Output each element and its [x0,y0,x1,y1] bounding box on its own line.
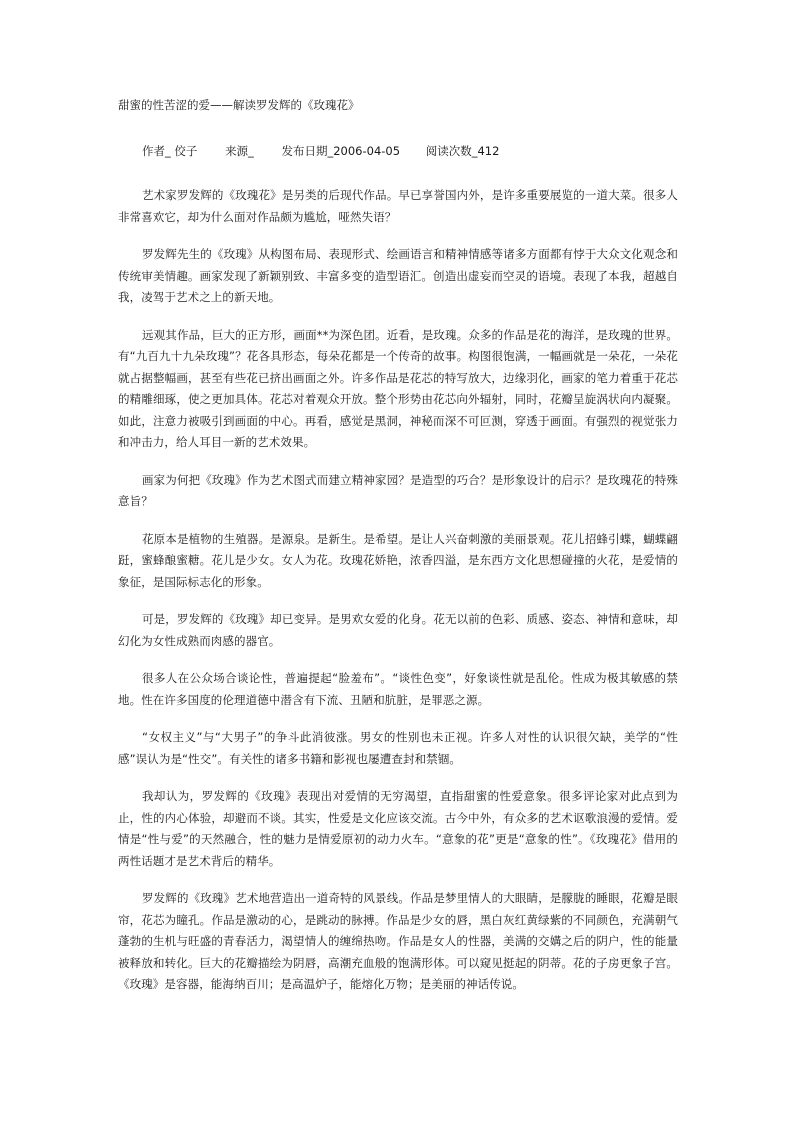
meta-date: 发布日期_2006-04-05 [281,144,401,158]
meta-author: 作者_ 佼子 [142,144,198,158]
paragraph: 艺术家罗发辉的《玫瑰花》是另类的后现代作品。早已享誉国内外，是许多重要展览的一道大菜。很多人非常喜欢它，却为什么面对作品颇为尴尬，哑然失语？ [118,188,678,224]
paragraph: 罗发辉的《玫瑰》艺术地营造出一道奇特的风景线。作品是梦里情人的大眼睛，是朦胧的睡眼，花瓣是眼帘，花芯为瞳孔。作品是激动的心，是跳动的脉搏。作品是少女的唇，黑白灰红黄绿紫的不同颜色，充满朝气蓬勃的生机与旺盛的青春活力，渴望情人的缠绵热吻。作品是女人的性器，美满的交媾之后的阴户，性的能量被释放和转化。巨大的花瓣描绘为阴唇，高潮充血般的饱满形体。可以窥见挺起的阴蒂。花的子房更象子宫。《玫瑰》是容器，能海纳百川；是高温炉子，能熔化万物；是美丽的神话传说。 [118,891,678,991]
article [118,96,678,1012]
paragraph: 我却认为，罗发辉的《玫瑰》表现出对爱情的无穷渴望，直指甜蜜的性爱意象。很多评论家对此点到为止，性的内心体验，却避而不谈。其实，性爱是文化应该交流。古今中外，有众多的艺术讴歌浪漫的爱情。爱情是“性与爱”的天然融合，性的魅力是情爱原初的动力火车。“意象的花”更是“意象的性”。《玫瑰花》借用的两性话题才是艺术背后的精华。 [118,789,678,868]
paragraph: 远观其作品，巨大的正方形，画面**为深色团。近看，是玫瑰。众多的作品是花的海洋，是玫瑰的世界。有“九百九十九朵玫瑰”？花各具形态，每朵花都是一个传奇的故事。构图很饱满，一幅画就是一朵花，一朵花就占据整幅画，甚至有些花已挤出画面之外。许多作品是花芯的特写放大，边缘羽化，画家的笔力着重于花芯的精雕细琢，使之更加具体。花芯对着观众开放。整个形势由花芯向外辐射，同时，花瓣呈旋涡状向内凝聚。如此，注意力被吸引到画面的中心。再看，感觉是黑洞，神秘而深不可叵测，穿透于画面。有强烈的视觉张力和冲击力，给人耳目一新的艺术效果。 [118,327,678,449]
meta-source: 来源_ [225,144,254,158]
paragraph: 画家为何把《玫瑰》作为艺术图式而建立精神家园？是造型的巧合？是形象设计的启示？是玫瑰花的特殊意旨？ [118,472,678,508]
paragraph: 罗发辉先生的《玫瑰》从构图布局、表现形式、绘画语言和精神情感等诸多方面都有悖于大众文化观念和传统审美情趣。画家发现了新颖别致、丰富多变的造型语汇。创造出虚妄而空灵的语境。表现了本我，超越自我，凌驾于艺术之上的新天地。 [118,247,678,304]
article-title: 甜蜜的性苦涩的爱——解读罗发辉的《玫瑰花》 [118,98,360,112]
paragraph: 可是，罗发辉的《玫瑰》却已变异。是男欢女爱的化身。花无以前的色彩、质感、姿态、神情和意味，却幻化为女性成熟而肉感的器官。 [118,612,678,648]
paragraph: “女权主义”与“大男子”的争斗此消彼涨。男女的性别也未正视。许多人对性的认识很欠缺，美学的“性感”误认为是“性交”。有关性的诸多书籍和影视也屡遭查封和禁锢。 [118,730,678,766]
paragraph: 很多人在公众场合谈论性，普遍提起“脸羞布”。“谈性色变”，好象谈性就是乱伦。性成为极其敏感的禁地。性在许多国度的伦理道德中潜含有下流、丑陋和肮脏，是罪恶之源。 [118,671,678,707]
meta-views: 阅读次数_412 [425,144,500,158]
paragraph: 花原本是植物的生殖器。是源泉。是新生。是希望。是让人兴奋刺激的美丽景观。花儿招蜂引蝶，蝴蝶翩跹，蜜蜂酿蜜糖。花儿是少女。女人为花。玫瑰花娇艳，浓香四溢，是东西方文化思想碰撞的火花，是爱情的象征，是国际标志化的形象。 [118,531,678,589]
article-meta [142,142,678,160]
